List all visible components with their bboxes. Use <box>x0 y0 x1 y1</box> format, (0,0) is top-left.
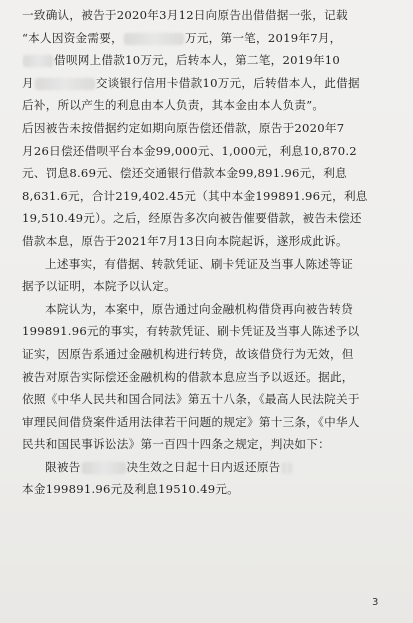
redacted-area <box>35 78 95 90</box>
text-line: 后补，所以产生的利息由本人负责，其本金由本人负责”。 <box>22 98 325 113</box>
redacted-area <box>23 55 53 67</box>
text-line: 8,631.6元，合计219,402.45元（其中本金199891.96元，利息 <box>22 188 368 203</box>
text-line: 据予以证明，本院予以认定。 <box>22 279 176 294</box>
redacted-area <box>82 462 126 474</box>
text-line: 后因被告未按借据约定如期向原告偿还借款，原告于2020年7 <box>22 120 345 135</box>
redacted-area <box>124 33 184 45</box>
text-line: 本院认为，本案中，原告通过向金融机构借贷再向被告转贷 <box>45 301 353 316</box>
text-line: 借呗网上借款10万元，后转本人，第二笔，2019年10 <box>22 49 394 72</box>
text-line: 一致确认，被告于2020年3月12日向原告出借借据一张，记载 <box>22 8 348 22</box>
text-line: 依照《中华人民共和国合同法》第五十八条，《最高人民法院关于 <box>22 392 360 407</box>
redacted-area <box>282 462 292 474</box>
text-line: 月26日偿还借呗平台本金99,000元、1,000元，利息10,870.2 <box>22 143 357 158</box>
text-line: 被告对原告实际偿还金融机构的借款本息应当予以返还。据此， <box>22 369 354 384</box>
judgment-text <box>22 4 394 501</box>
text-line: 元、罚息8.69元、偿还交通银行借款本金99,891.96元，利息 <box>22 166 347 181</box>
text-line: “本人因资金需要， 万元，第一笔，2019年7月， <box>22 30 342 45</box>
text-line: 限被告 决生效之日起十日内返还原告 <box>22 456 394 479</box>
text-line: 199891.96元的事实，有转款凭证、刷卡凭证及当事人陈述予以 <box>22 324 360 339</box>
text-line: 上述事实，有借据、转款凭证、刷卡凭证及当事人陈述等证 <box>45 256 353 271</box>
text-line: 19,510.49元）。之后，经原告多次向被告催要借款，被告未偿还 <box>22 211 362 226</box>
text-line: 本金199891.96元及利息19510.49元。 <box>22 482 240 497</box>
page-number: 3 <box>372 597 379 608</box>
text-line: 证实，因原告系通过金融机构进行转贷，故该借贷行为无效，但 <box>22 346 354 361</box>
text-line: 月 交谈银行信用卡借款10万元，后转借本人，此借据 <box>22 75 360 90</box>
text-line: 审理民间借贷案件适用法律若干问题的规定》第十三条，《中华人 <box>22 414 360 429</box>
text-line: 借款本息，原告于2021年7月13日向本院起诉，遂形成此诉。 <box>22 233 348 248</box>
text-line: 民共和国民事诉讼法》第一百四十四条之规定，判决如下： <box>22 437 330 452</box>
